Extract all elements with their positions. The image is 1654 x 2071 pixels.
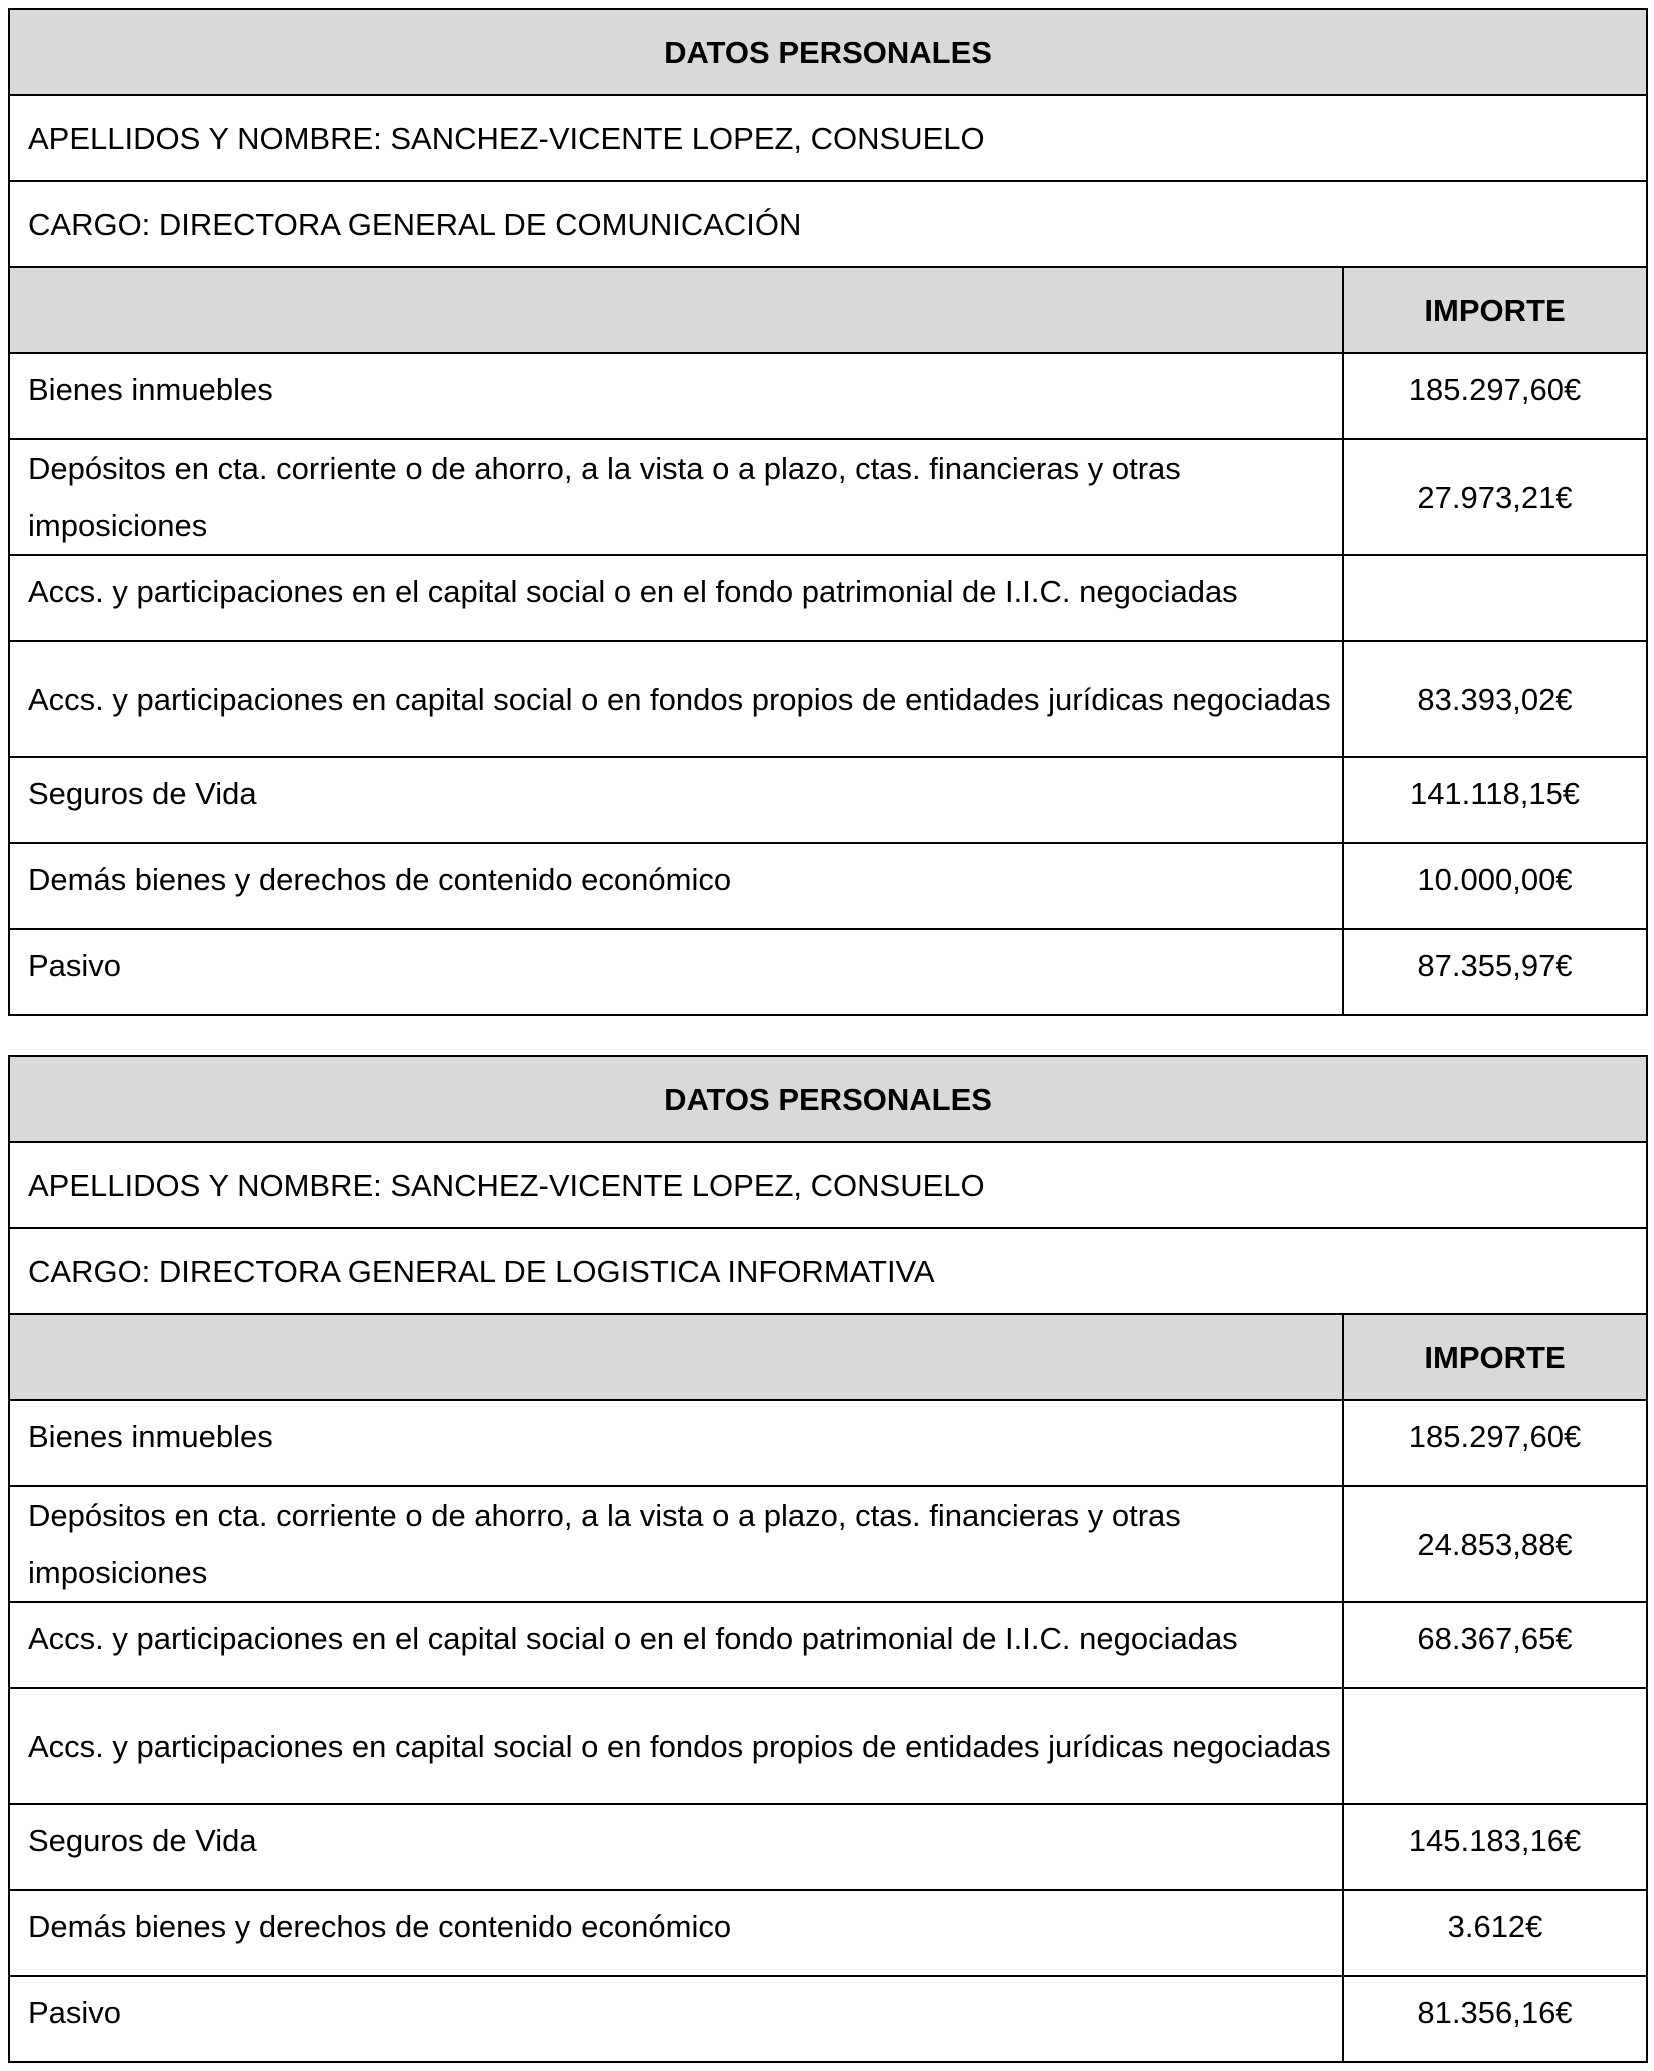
table-row: [9, 353, 1647, 439]
table-row: [9, 1804, 1647, 1890]
header-label-cell: [9, 1314, 1343, 1400]
row-label: Pasivo: [9, 929, 1343, 1015]
table-row: [9, 1890, 1647, 1976]
row-label: Bienes inmuebles: [9, 353, 1343, 439]
row-amount: 145.183,16€: [1343, 1804, 1647, 1890]
position-line: CARGO: DIRECTORA GENERAL DE COMUNICACIÓN: [9, 181, 1647, 267]
table-title: DATOS PERSONALES: [9, 1056, 1647, 1142]
row-label: Demás bienes y derechos de contenido económico: [9, 843, 1343, 929]
row-amount: 185.297,60€: [1343, 1400, 1647, 1486]
asset-declaration-table: [8, 1055, 1648, 2063]
header-row: [9, 267, 1647, 353]
row-label: Seguros de Vida: [9, 1804, 1343, 1890]
name-line: APELLIDOS Y NOMBRE: SANCHEZ-VICENTE LOPEZ, CONSUELO: [9, 1142, 1647, 1228]
amount-header: IMPORTE: [1343, 267, 1647, 353]
row-amount: 24.853,88€: [1343, 1486, 1647, 1602]
row-label: Demás bienes y derechos de contenido económico: [9, 1890, 1343, 1976]
row-amount: 68.367,65€: [1343, 1602, 1647, 1688]
row-label: Bienes inmuebles: [9, 1400, 1343, 1486]
table-row: [9, 1688, 1647, 1804]
row-amount: 27.973,21€: [1343, 439, 1647, 555]
table-row: [9, 1602, 1647, 1688]
row-amount: 81.356,16€: [1343, 1976, 1647, 2062]
position-line: CARGO: DIRECTORA GENERAL DE LOGISTICA INFORMATIVA: [9, 1228, 1647, 1314]
row-label: Depósitos en cta. corriente o de ahorro, a la vista o a plazo, ctas. financieras y otras imposiciones: [9, 1486, 1343, 1602]
row-label: Depósitos en cta. corriente o de ahorro, a la vista o a plazo, ctas. financieras y otras imposiciones: [9, 439, 1343, 555]
header-row: [9, 1314, 1647, 1400]
header-label-cell: [9, 267, 1343, 353]
asset-declaration-table: [8, 8, 1648, 1016]
name-line: APELLIDOS Y NOMBRE: SANCHEZ-VICENTE LOPEZ, CONSUELO: [9, 95, 1647, 181]
amount-header: IMPORTE: [1343, 1314, 1647, 1400]
table-row: [9, 1976, 1647, 2062]
table-row: [9, 757, 1647, 843]
table-row: [9, 641, 1647, 757]
table-row: [9, 1400, 1647, 1486]
row-label: Accs. y participaciones en capital social o en fondos propios de entidades jurídicas negociadas: [9, 1688, 1343, 1804]
row-label: Seguros de Vida: [9, 757, 1343, 843]
row-label: Accs. y participaciones en el capital social o en el fondo patrimonial de I.I.C. negociadas: [9, 1602, 1343, 1688]
row-amount: 83.393,02€: [1343, 641, 1647, 757]
row-amount: [1343, 555, 1647, 641]
table-row: [9, 439, 1647, 555]
row-amount: 141.118,15€: [1343, 757, 1647, 843]
table-row: [9, 843, 1647, 929]
row-amount: 3.612€: [1343, 1890, 1647, 1976]
row-amount: 87.355,97€: [1343, 929, 1647, 1015]
row-amount: 10.000,00€: [1343, 843, 1647, 929]
table-row: [9, 555, 1647, 641]
table-title: DATOS PERSONALES: [9, 9, 1647, 95]
table-row: [9, 1486, 1647, 1602]
row-amount: 185.297,60€: [1343, 353, 1647, 439]
table-row: [9, 929, 1647, 1015]
row-label: Accs. y participaciones en capital social o en fondos propios de entidades jurídicas negociadas: [9, 641, 1343, 757]
row-amount: [1343, 1688, 1647, 1804]
row-label: Pasivo: [9, 1976, 1343, 2062]
row-label: Accs. y participaciones en el capital social o en el fondo patrimonial de I.I.C. negociadas: [9, 555, 1343, 641]
